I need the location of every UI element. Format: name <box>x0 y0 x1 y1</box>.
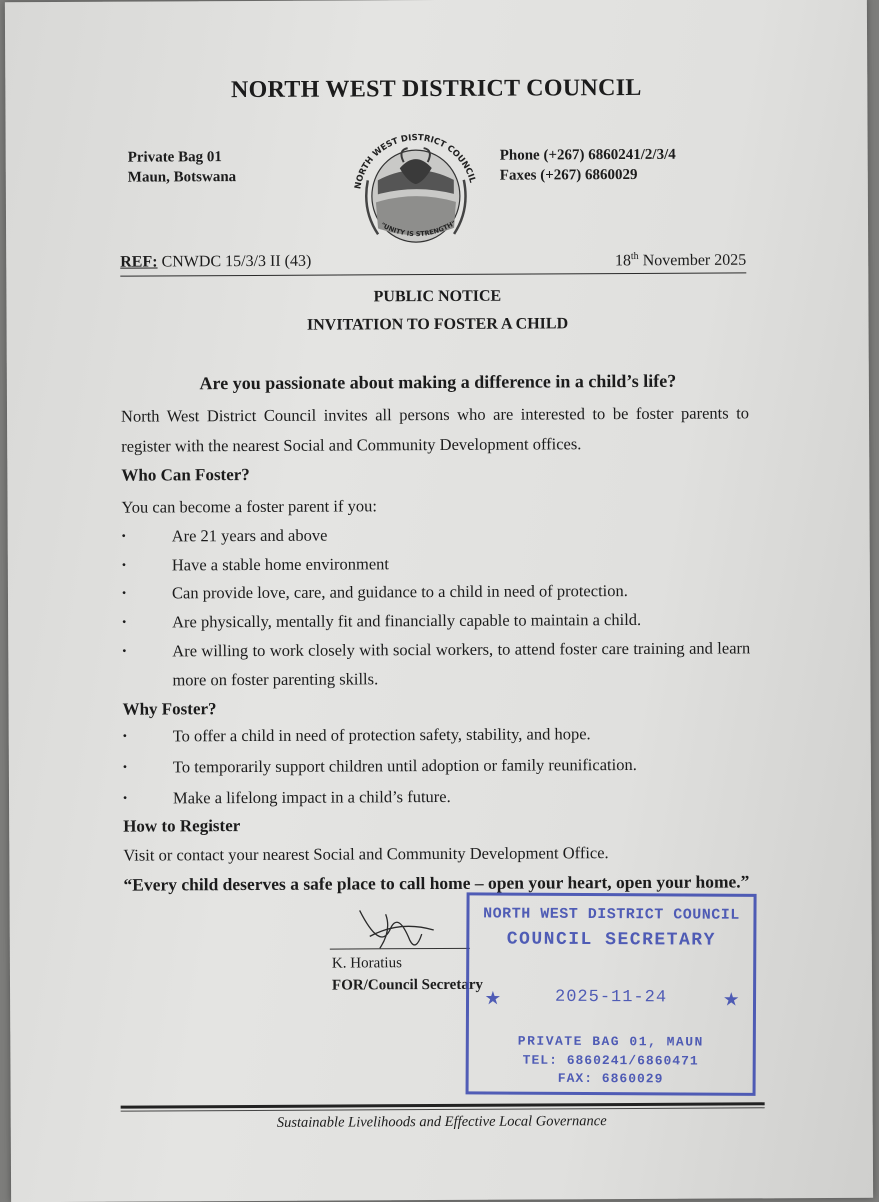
official-stamp <box>466 892 757 1096</box>
bullet-icon: • <box>122 728 127 743</box>
how-to-register-heading: How to Register <box>123 816 241 836</box>
crest-motto: "UNITY IS STRENGTH" <box>379 219 458 239</box>
bullet-icon: • <box>121 557 127 572</box>
closing-quote: “Every child deserves a safe place to call home – open your heart, open your home.” <box>123 871 750 895</box>
fax-line: Faxes (+267) 6860029 <box>499 166 638 184</box>
signatory-block <box>332 952 483 997</box>
list-item <box>122 718 751 746</box>
phone-line: Phone (+267) 6860241/2/3/4 <box>499 146 676 164</box>
council-crest-logo <box>337 110 494 253</box>
stamp-office: COUNCIL SECRETARY <box>506 929 716 951</box>
notice-type: PUBLIC NOTICE <box>373 287 502 306</box>
stamp-telephone: TEL: 6860241/6860471 <box>522 1052 699 1069</box>
notice-title: INVITATION TO FOSTER A CHILD <box>306 315 569 334</box>
contact-details <box>500 145 676 186</box>
who-can-foster-heading: Who Can Foster? <box>121 464 250 485</box>
notice-date <box>615 250 746 270</box>
date-day: 18 <box>614 252 631 270</box>
date-suffix: th <box>630 250 639 262</box>
signatory-name: K. Horatius <box>331 955 402 972</box>
stamp-date: 2025-11-24 <box>554 987 668 1008</box>
council-name: NORTH WEST DISTRICT COUNCIL <box>230 74 642 104</box>
date-month-year: November 2025 <box>642 251 747 270</box>
star-icon: ★ <box>484 982 501 1013</box>
stamp-address: PRIVATE BAG 01, MAUN <box>517 1033 704 1050</box>
intro-paragraph: North West District Council invites all persons who are interested to be foster parents to register with the nearest Social and Community Development offices. <box>120 403 750 456</box>
lead-question: Are you passionate about making a difference in a child’s life? <box>199 370 677 394</box>
bullet-icon: • <box>121 585 127 600</box>
list-item-text: Are willing to work closely with social workers, to attend foster care training and learn more on foster parenting skills. <box>172 638 751 690</box>
list-item-text: Can provide love, care, and guidance to a child in need of protection. <box>171 581 628 603</box>
postal-address <box>128 147 237 188</box>
bullet-icon: • <box>122 759 128 774</box>
star-icon: ★ <box>723 983 740 1014</box>
bullet-icon: • <box>121 528 126 543</box>
reference-number: CNWDC 15/3/3 II (43) <box>161 252 312 271</box>
address-line: Maun, Botswana <box>127 169 237 186</box>
list-item-text: To temporarily support children until adoption or family reunification. <box>172 754 637 777</box>
stamp-council-name: NORTH WEST DISTRICT COUNCIL <box>483 905 740 924</box>
bullet-icon: • <box>122 643 127 658</box>
address-line: Private Bag 01 <box>127 149 222 166</box>
stamp-fax: FAX: 6860029 <box>557 1070 664 1087</box>
reference-label: REF: <box>120 253 158 271</box>
signatory-role: FOR/Council Secretary <box>331 976 484 994</box>
who-intro: You can become a foster parent if you: <box>121 496 377 517</box>
crest-ring-text: NORTH WEST DISTRICT COUNCIL <box>353 133 478 190</box>
notice-page <box>5 0 873 1202</box>
list-item-text: Are 21 years and above <box>171 525 328 546</box>
list-item-text: To offer a child in need of protection safety, stability, and hope. <box>172 724 591 746</box>
list-item-text: Are physically, mentally fit and financially capable to maintain a child. <box>172 609 642 632</box>
bullet-icon: • <box>122 790 128 805</box>
list-item-text: Have a stable home environment <box>171 554 390 575</box>
list-item-text: Make a lifelong impact in a child’s future. <box>172 786 451 808</box>
bullet-icon: • <box>122 614 127 629</box>
why-foster-heading: Why Foster? <box>122 699 217 719</box>
register-text: Visit or contact your nearest Social and Community Development Office. <box>123 843 609 865</box>
footer-slogan: Sustainable Livelihoods and Effective Local Governance <box>276 1113 607 1131</box>
reference-row <box>120 250 746 276</box>
